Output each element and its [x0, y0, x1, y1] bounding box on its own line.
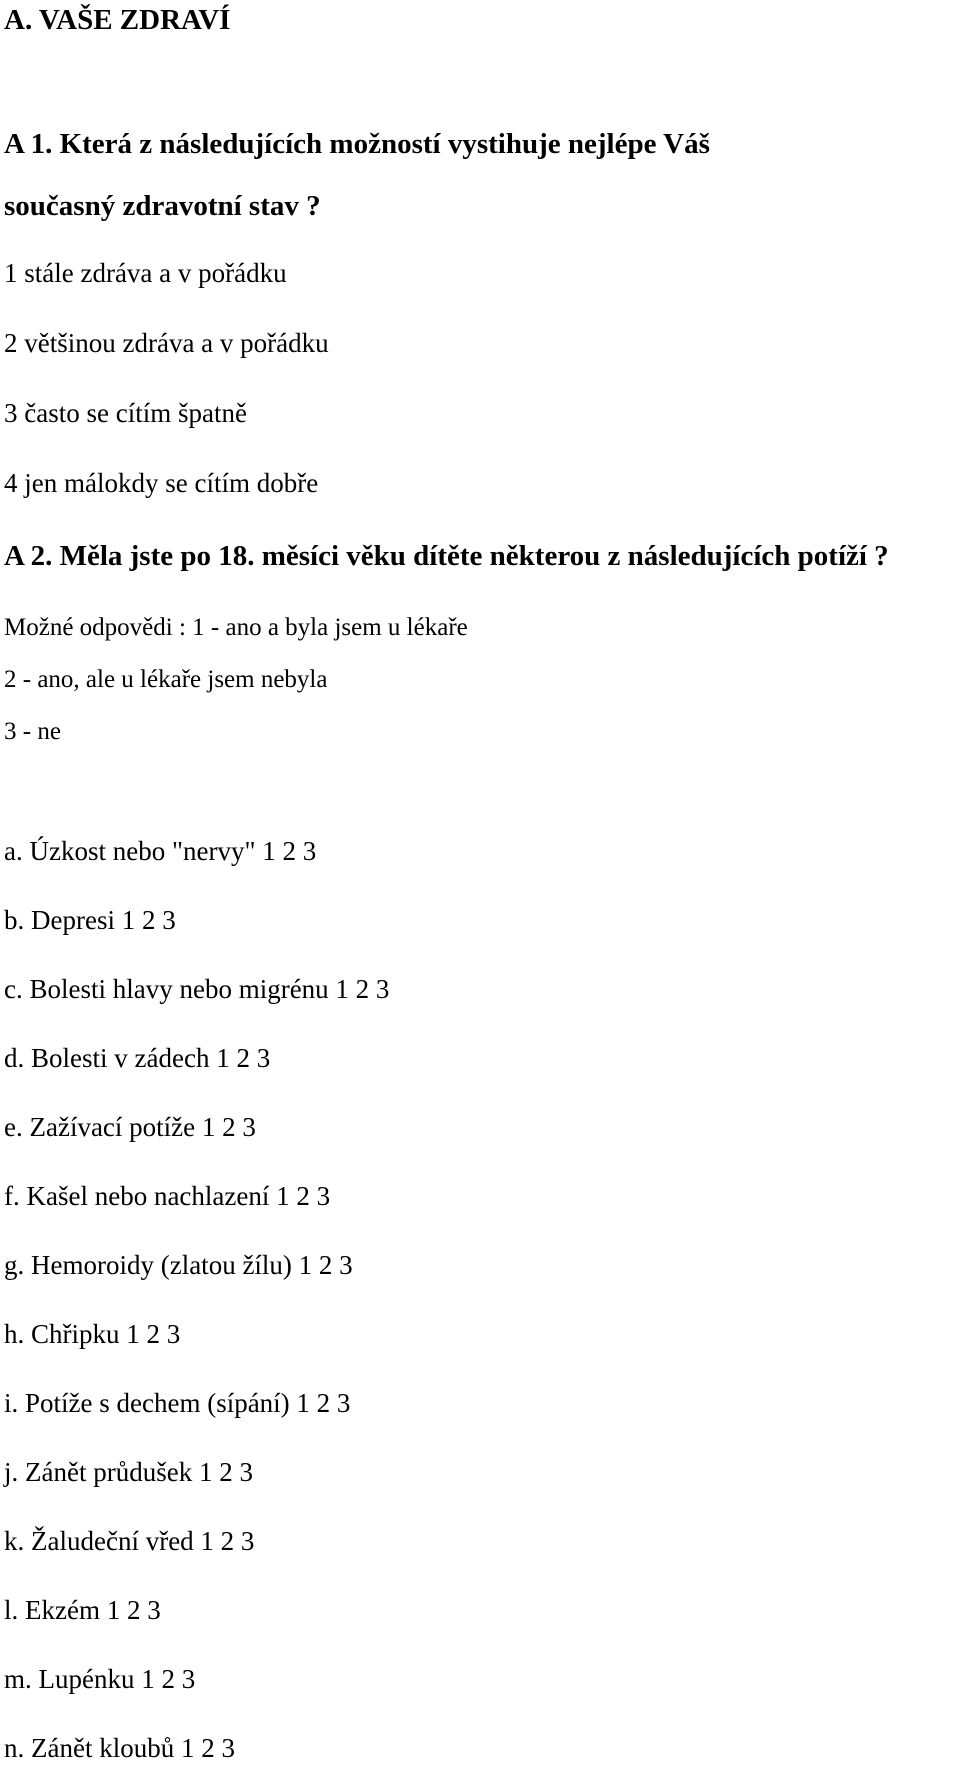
a2-answers-intro: Možné odpovědi : 1 - ano a byla jsem u lékaře [4, 614, 468, 641]
a2-item-c: c. Bolesti hlavy nebo migrénu 1 2 3 [4, 974, 390, 1004]
question-a1-title-line1: A 1. Která z následujících možností vystihuje nejlépe Váš [4, 128, 710, 160]
section-title: A. VAŠE ZDRAVÍ [4, 4, 231, 36]
a2-item-j: j. Zánět průdušek 1 2 3 [4, 1457, 253, 1487]
a1-option-1: 1 stále zdráva a v pořádku [4, 258, 287, 288]
a2-item-m: m. Lupénku 1 2 3 [4, 1664, 196, 1694]
a2-answer-2: 2 - ano, ale u lékaře jsem nebyla [4, 666, 328, 693]
a2-answer-3: 3 - ne [4, 718, 61, 745]
a2-item-k: k. Žaludeční vřed 1 2 3 [4, 1526, 255, 1556]
a2-item-g: g. Hemoroidy (zlatou žílu) 1 2 3 [4, 1250, 353, 1280]
a2-item-a: a. Úzkost nebo "nervy" 1 2 3 [4, 836, 317, 866]
a2-item-l: l. Ekzém 1 2 3 [4, 1595, 161, 1625]
a1-option-2: 2 většinou zdráva a v pořádku [4, 328, 329, 358]
a2-item-f: f. Kašel nebo nachlazení 1 2 3 [4, 1181, 331, 1211]
question-a1-title-line2: současný zdravotní stav ? [4, 190, 321, 222]
a2-item-b: b. Depresi 1 2 3 [4, 905, 176, 935]
a2-item-n: n. Zánět kloubů 1 2 3 [4, 1733, 235, 1763]
a2-item-e: e. Zažívací potíže 1 2 3 [4, 1112, 256, 1142]
a2-item-d: d. Bolesti v zádech 1 2 3 [4, 1043, 271, 1073]
question-a2-title: A 2. Měla jste po 18. měsíci věku dítěte některou z následujících potíží ? [4, 540, 889, 572]
a1-option-3: 3 často se cítím špatně [4, 398, 247, 428]
a2-item-h: h. Chřipku 1 2 3 [4, 1319, 181, 1349]
a1-option-4: 4 jen málokdy se cítím dobře [4, 468, 319, 498]
a2-item-i: i. Potíže s dechem (sípání) 1 2 3 [4, 1388, 351, 1418]
